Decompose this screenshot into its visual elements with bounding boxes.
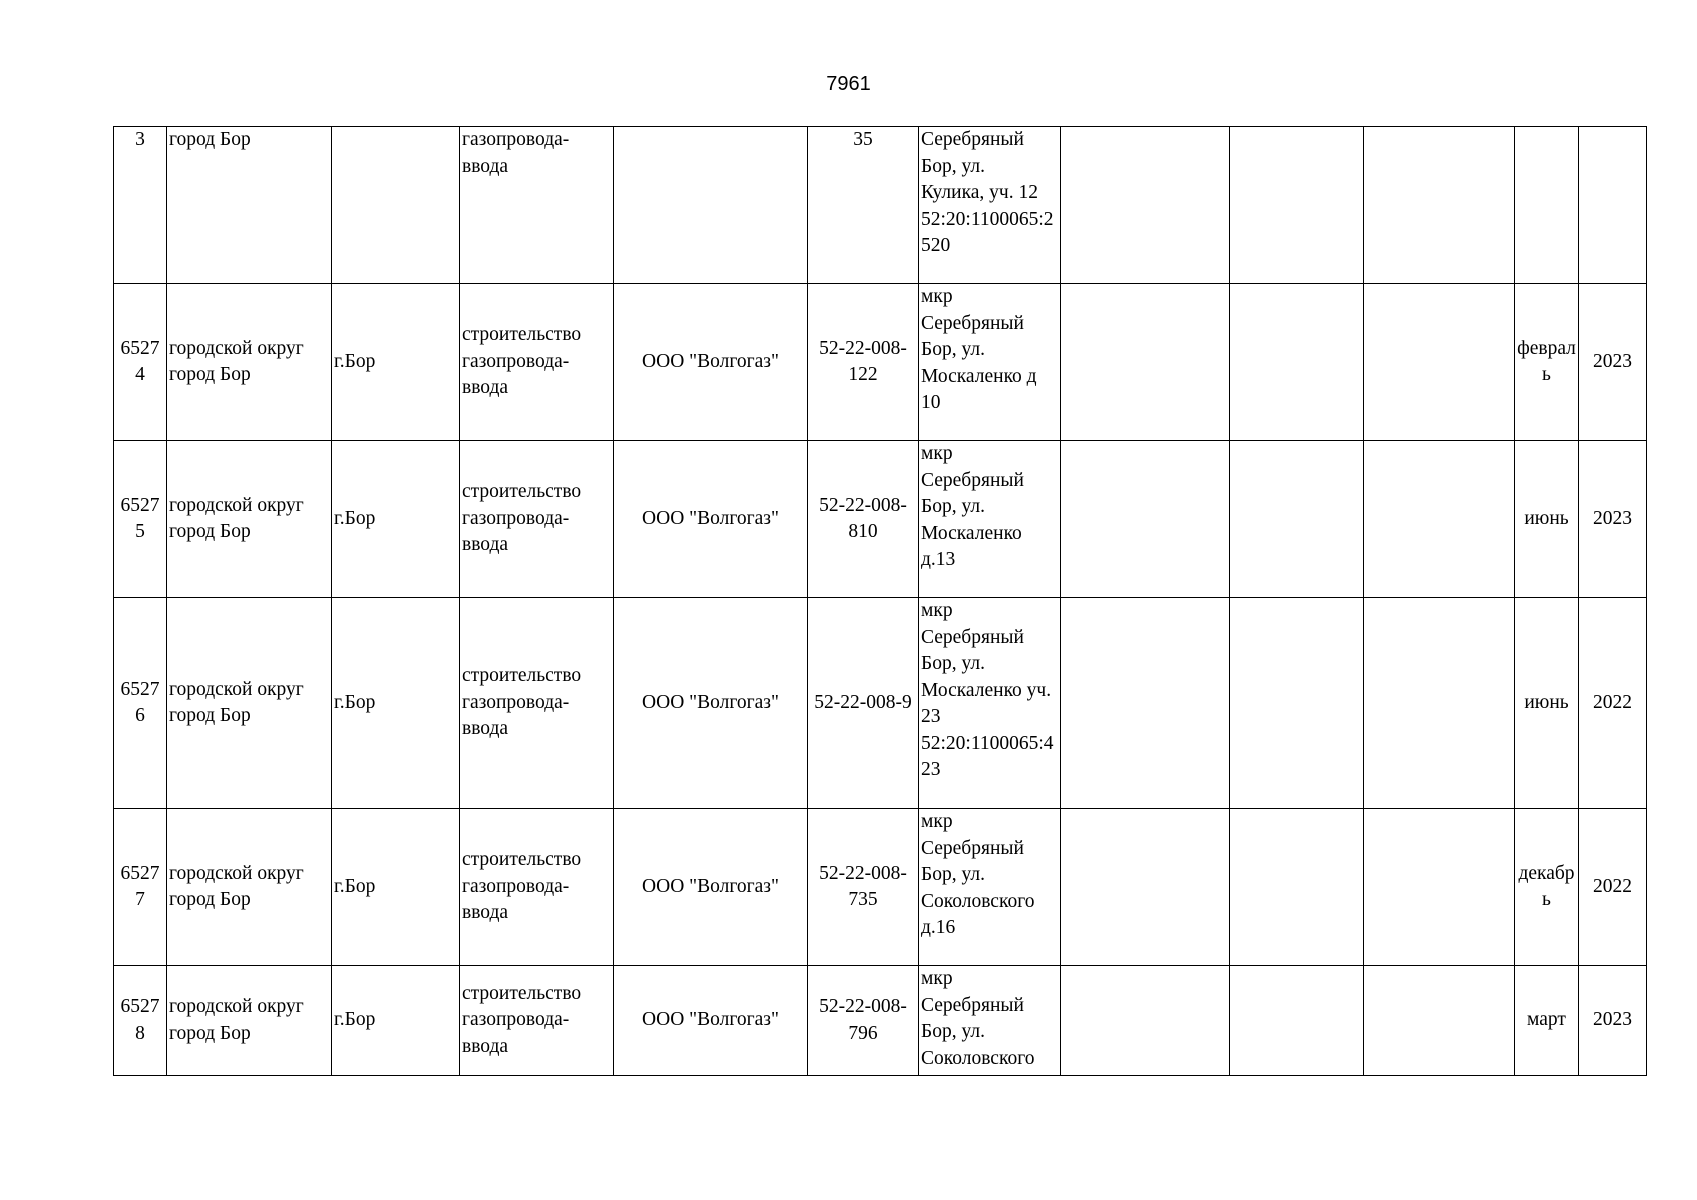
- record-number-cell-line: 6527: [120, 862, 160, 884]
- month-cell: [1515, 966, 1579, 1076]
- record-number-cell: [114, 284, 167, 441]
- work-type-cell-line: ввода: [462, 155, 509, 177]
- work-type-cell-line: газопровода-: [462, 350, 570, 372]
- record-number-cell: [114, 598, 167, 809]
- table-row: [114, 598, 1647, 809]
- work-type-cell-line: ввода: [462, 902, 509, 924]
- cadastral-cell-line: 52-22-008-: [819, 337, 907, 359]
- municipality-cell-line: городской округ: [169, 678, 304, 700]
- work-type-cell: [460, 966, 614, 1076]
- address-cell-line: мкр: [921, 811, 953, 832]
- record-number-cell: [114, 127, 167, 284]
- municipality-cell: [167, 966, 332, 1076]
- year-cell: 2023: [1579, 441, 1647, 598]
- address-cell-line: д.13: [921, 549, 956, 570]
- cadastral-cell-line: 52-22-008-9: [814, 691, 912, 713]
- address-cell-line: 52:20:1100065:2: [921, 208, 1054, 230]
- address-cell: [919, 441, 1061, 598]
- work-type-cell-line: ввода: [462, 1035, 509, 1057]
- cadastral-cell: [808, 966, 919, 1076]
- year-cell: 2023: [1579, 966, 1647, 1076]
- address-cell-line: д.16: [921, 917, 956, 938]
- cadastral-cell-line: 35: [853, 129, 873, 150]
- empty-cell: [1061, 809, 1230, 966]
- work-type-cell: [460, 809, 614, 966]
- address-cell-line: Кулика, уч. 12: [921, 182, 1038, 203]
- record-number-cell-line: 6: [135, 705, 145, 726]
- table-row: [114, 966, 1647, 1076]
- address-cell-line: Бор, ул.: [921, 1021, 985, 1042]
- work-type-cell-line: строительство: [462, 665, 582, 687]
- address-cell-line: Серебряный: [921, 837, 1024, 859]
- work-type-cell-line: газопровода-: [462, 1009, 570, 1031]
- record-number-cell-line: 5: [135, 521, 145, 542]
- month-cell: [1515, 127, 1579, 284]
- address-cell-line: Серебряный: [921, 129, 1024, 150]
- month-cell: [1515, 284, 1579, 441]
- cadastral-cell: [808, 809, 919, 966]
- month-cell-line: март: [1527, 1009, 1566, 1031]
- month-cell-line: феврал: [1517, 337, 1576, 359]
- empty-cell: [1230, 809, 1364, 966]
- cadastral-cell-line: 52-22-008-: [819, 494, 907, 516]
- address-cell-line: Москаленко уч.: [921, 679, 1052, 701]
- cadastral-cell-line: 735: [848, 889, 878, 910]
- municipality-cell-line: городской округ: [169, 996, 304, 1017]
- table-body: [114, 127, 1647, 1076]
- cadastral-cell-line: 52-22-008-: [819, 862, 907, 884]
- locality-cell: [332, 127, 460, 284]
- registry-table: [113, 126, 1647, 1076]
- locality-cell: г.Бор: [332, 598, 460, 809]
- empty-cell: [1364, 127, 1515, 284]
- empty-cell: [1061, 441, 1230, 598]
- table-row: [114, 441, 1647, 598]
- cadastral-cell-line: 810: [848, 521, 878, 542]
- record-number-cell-line: 7: [135, 889, 145, 910]
- month-cell: [1515, 809, 1579, 966]
- work-type-cell-line: ввода: [462, 534, 509, 556]
- address-cell-line: Бор, ул.: [921, 653, 985, 674]
- address-cell-line: Бор, ул.: [921, 155, 985, 177]
- work-type-cell-line: строительство: [462, 849, 582, 871]
- empty-cell: [1364, 809, 1515, 966]
- record-number-cell: [114, 966, 167, 1076]
- address-cell: [919, 966, 1061, 1076]
- address-cell-line: 10: [921, 392, 941, 413]
- month-cell-line: ь: [1542, 364, 1551, 385]
- record-number-cell: [114, 441, 167, 598]
- address-cell-line: 23: [921, 759, 941, 780]
- address-cell: [919, 284, 1061, 441]
- record-number-cell-line: 3: [135, 129, 145, 150]
- work-type-cell-line: газопровода-: [462, 691, 570, 713]
- locality-cell: г.Бор: [332, 284, 460, 441]
- municipality-cell: [167, 441, 332, 598]
- month-cell-line: ь: [1542, 889, 1551, 910]
- empty-cell: [1230, 598, 1364, 809]
- address-cell-line: мкр: [921, 286, 953, 307]
- address-cell-line: Серебряный: [921, 994, 1024, 1016]
- address-cell-line: Серебряный: [921, 469, 1024, 491]
- empty-cell: [1230, 441, 1364, 598]
- cadastral-cell: [808, 441, 919, 598]
- empty-cell: [1230, 284, 1364, 441]
- address-cell-line: 520: [921, 235, 951, 256]
- municipality-cell-line: город Бор: [169, 129, 251, 150]
- work-type-cell-line: газопровода-: [462, 507, 570, 529]
- address-cell: [919, 809, 1061, 966]
- address-cell-line: мкр: [921, 600, 953, 621]
- month-cell-line: июнь: [1524, 507, 1569, 529]
- cadastral-cell: [808, 127, 919, 284]
- municipality-cell-line: город Бор: [169, 364, 251, 385]
- cadastral-cell: [808, 598, 919, 809]
- municipality-cell: [167, 284, 332, 441]
- organization-cell: ООО "Волгогаз": [614, 809, 808, 966]
- work-type-cell: [460, 441, 614, 598]
- address-cell: [919, 127, 1061, 284]
- cadastral-cell-line: 122: [848, 364, 878, 385]
- address-cell-line: Бор, ул.: [921, 496, 985, 517]
- municipality-cell: [167, 127, 332, 284]
- municipality-cell-line: городской округ: [169, 337, 304, 359]
- record-number-cell-line: 6527: [120, 996, 160, 1017]
- address-cell-line: Бор, ул.: [921, 864, 985, 885]
- record-number-cell: [114, 809, 167, 966]
- work-type-cell: [460, 598, 614, 809]
- locality-cell: г.Бор: [332, 809, 460, 966]
- organization-cell: ООО "Волгогаз": [614, 284, 808, 441]
- table-row: [114, 809, 1647, 966]
- year-cell: 2022: [1579, 809, 1647, 966]
- organization-cell: ООО "Волгогаз": [614, 966, 808, 1076]
- address-cell-line: Москаленко: [921, 522, 1022, 544]
- cadastral-cell: [808, 284, 919, 441]
- table-row: [114, 127, 1647, 284]
- address-cell-line: Бор, ул.: [921, 339, 985, 360]
- work-type-cell-line: газопровода-: [462, 875, 570, 897]
- municipality-cell: [167, 598, 332, 809]
- empty-cell: [1061, 966, 1230, 1076]
- month-cell-line: июнь: [1524, 691, 1569, 713]
- empty-cell: [1364, 966, 1515, 1076]
- year-cell: 2022: [1579, 598, 1647, 809]
- empty-cell: [1364, 598, 1515, 809]
- municipality-cell-line: город Бор: [169, 1022, 251, 1044]
- month-cell: [1515, 598, 1579, 809]
- cadastral-cell-line: 52-22-008-: [819, 996, 907, 1017]
- address-cell-line: Серебряный: [921, 312, 1024, 334]
- work-type-cell-line: строительство: [462, 324, 582, 346]
- municipality-cell-line: город Бор: [169, 521, 251, 542]
- municipality-cell-line: городской округ: [169, 862, 304, 884]
- locality-cell: г.Бор: [332, 441, 460, 598]
- address-cell: [919, 598, 1061, 809]
- address-cell-line: Серебряный: [921, 626, 1024, 648]
- record-number-cell-line: 6527: [120, 494, 160, 516]
- address-cell-line: Соколовского: [921, 890, 1035, 912]
- work-type-cell-line: ввода: [462, 377, 509, 399]
- address-cell-line: 52:20:1100065:4: [921, 732, 1054, 754]
- work-type-cell-line: ввода: [462, 718, 509, 740]
- year-cell: [1579, 127, 1647, 284]
- year-cell: 2023: [1579, 284, 1647, 441]
- record-number-cell-line: 6527: [120, 337, 160, 359]
- cadastral-cell-line: 796: [848, 1022, 878, 1044]
- address-cell-line: Соколовского: [921, 1047, 1035, 1069]
- municipality-cell-line: город Бор: [169, 705, 251, 726]
- empty-cell: [1364, 284, 1515, 441]
- record-number-cell-line: 4: [135, 364, 145, 385]
- municipality-cell-line: город Бор: [169, 889, 251, 910]
- municipality-cell: [167, 809, 332, 966]
- month-cell-line: декабр: [1518, 862, 1575, 884]
- empty-cell: [1061, 127, 1230, 284]
- work-type-cell: [460, 127, 614, 284]
- work-type-cell-line: строительство: [462, 481, 582, 503]
- work-type-cell: [460, 284, 614, 441]
- page-number: 7961: [826, 73, 871, 95]
- record-number-cell-line: 6527: [120, 678, 160, 700]
- organization-cell: ООО "Волгогаз": [614, 441, 808, 598]
- address-cell-line: Москаленко д: [921, 365, 1037, 387]
- empty-cell: [1061, 598, 1230, 809]
- organization-cell: ООО "Волгогаз": [614, 598, 808, 809]
- empty-cell: [1364, 441, 1515, 598]
- organization-cell: [614, 127, 808, 284]
- month-cell: [1515, 441, 1579, 598]
- address-cell-line: мкр: [921, 443, 953, 464]
- empty-cell: [1230, 127, 1364, 284]
- empty-cell: [1061, 284, 1230, 441]
- record-number-cell-line: 8: [135, 1022, 145, 1044]
- work-type-cell-line: газопровода-: [462, 129, 570, 150]
- address-cell-line: мкр: [921, 968, 953, 989]
- work-type-cell-line: строительство: [462, 982, 582, 1004]
- address-cell-line: 23: [921, 706, 941, 727]
- municipality-cell-line: городской округ: [169, 494, 304, 516]
- empty-cell: [1230, 966, 1364, 1076]
- locality-cell: г.Бор: [332, 966, 460, 1076]
- table-row: [114, 284, 1647, 441]
